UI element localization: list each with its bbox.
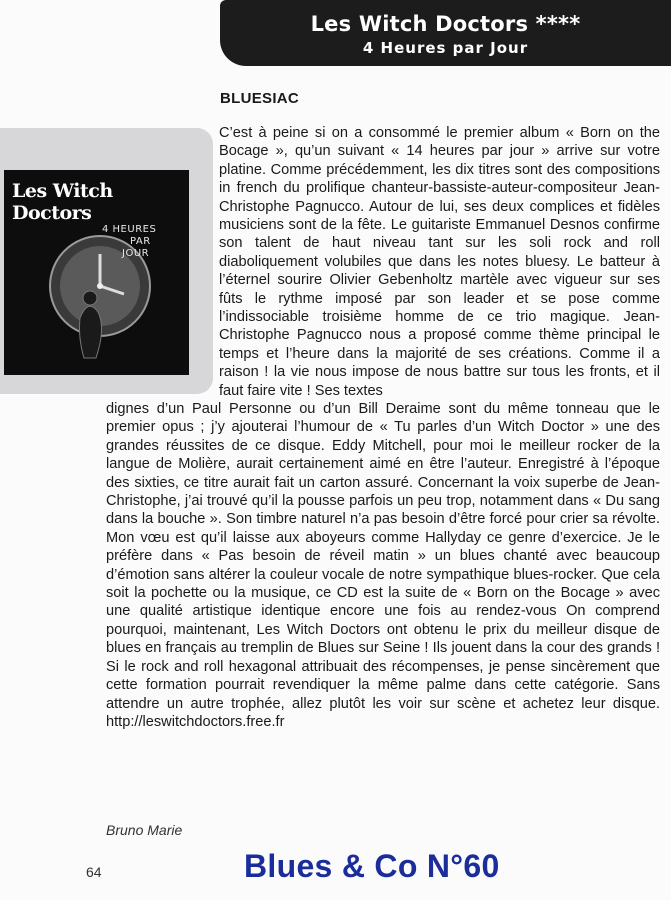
cover-band-name: Les Witch Doctors (12, 180, 113, 224)
review-header-banner (220, 0, 671, 66)
author-signature: Bruno Marie (106, 822, 183, 838)
record-label: BLUESIAC (220, 90, 300, 107)
page-number: 64 (86, 864, 102, 880)
cover-album-title: 4 HEURES PAR JOUR (102, 224, 157, 259)
article-paragraph-bottom: dignes d’un Paul Personne ou d’un Bill Deraime sont du même tonneau que le premier opus ; j’y ajouterai l’humour de « Tu parles d’un Witch Doctor » une des grandes réussites de ce disque. Eddy Mitchell, pour moi le meilleur rocker de la langue de Molière, aurait certainement aimé en être l’auteur. Enregistré à l’époque des sixties, ce titre aurait fait un carton assuré. Concernant la voix superbe de Jean-Christophe, j’ai trouvé qu’il la pousse parfois un peu trop, notamment dans « Du sang dans la bouche ». Son timbre naturel n’a pas besoin d’être forcé pour crier sa révolte. Mon vœu est qu’il laisse aux aboyeurs comme Hallyday ce genre d’exercice. Je le préfère dans « Pas besoin de réveil matin » un blues chanté avec beaucoup d’émotion sans altérer la couleur vocale de notre sympathique blues-rocker. Que cela soit la pochette ou la musique, ce CD est la suite de « Born on the Bocage » avec une qualité artistique identique encore une fois au rendez-vous On comprend pourquoi, maintenant, Les Witch Doctors ont obtenu le prix du meilleur disque de blues en français au tremplin de Blues sur Seine ! Ils jouent dans la cour des grands ! Si le rock and roll hexagonal attribuait des récompenses, je pense sincèrement que cette formation pourrait revendiquer la même palme dans cette catégorie. Sans attendre un autre trophée, allez plutôt les voir sur scène et achetez leur disque. http://leswitchdoctors.free.fr (106, 401, 660, 730)
magazine-issue: Blues & Co N°60 (244, 848, 500, 884)
review-title: Les Witch Doctors **** (310, 12, 581, 36)
album-cover-image (4, 170, 189, 375)
album-subtitle: 4 Heures par Jour (362, 39, 529, 57)
article-paragraph-top: C’est à peine si on a consommé le premier album « Born on the Bocage », qu’un suivant « 14 heures par jour » arrive sur votre platine. Comme précédemment, les dix titres sont des compositions in french du prolifique chanteur-bassiste-auteur-compositeur Jean-Christophe Pagnucco. Autour de lui, ses deux complices et fidèles musiciens sont de la fête. Le guitariste Emmanuel Desnos confirme son talent de haut niveau tant sur les soli rock and roll diaboliquement volubiles que dans les notes bluesy. Le batteur à l’éternel sourire Olivier Gebenholtz martèle avec vigueur sur ses fûts le rythme imposé par son leader et se pose comme l’indissociable troisième homme de ce trio magique. Jean-Christophe Pagnucco nous a proposé comme thème principal le temps et l’heure dans la majorité de ses créations. Comme il a raison ! la vie nous impose de nous battre sur tous les fronts, et il faut faire vite ! Ses textes (219, 125, 660, 399)
album-panel (0, 128, 213, 394)
